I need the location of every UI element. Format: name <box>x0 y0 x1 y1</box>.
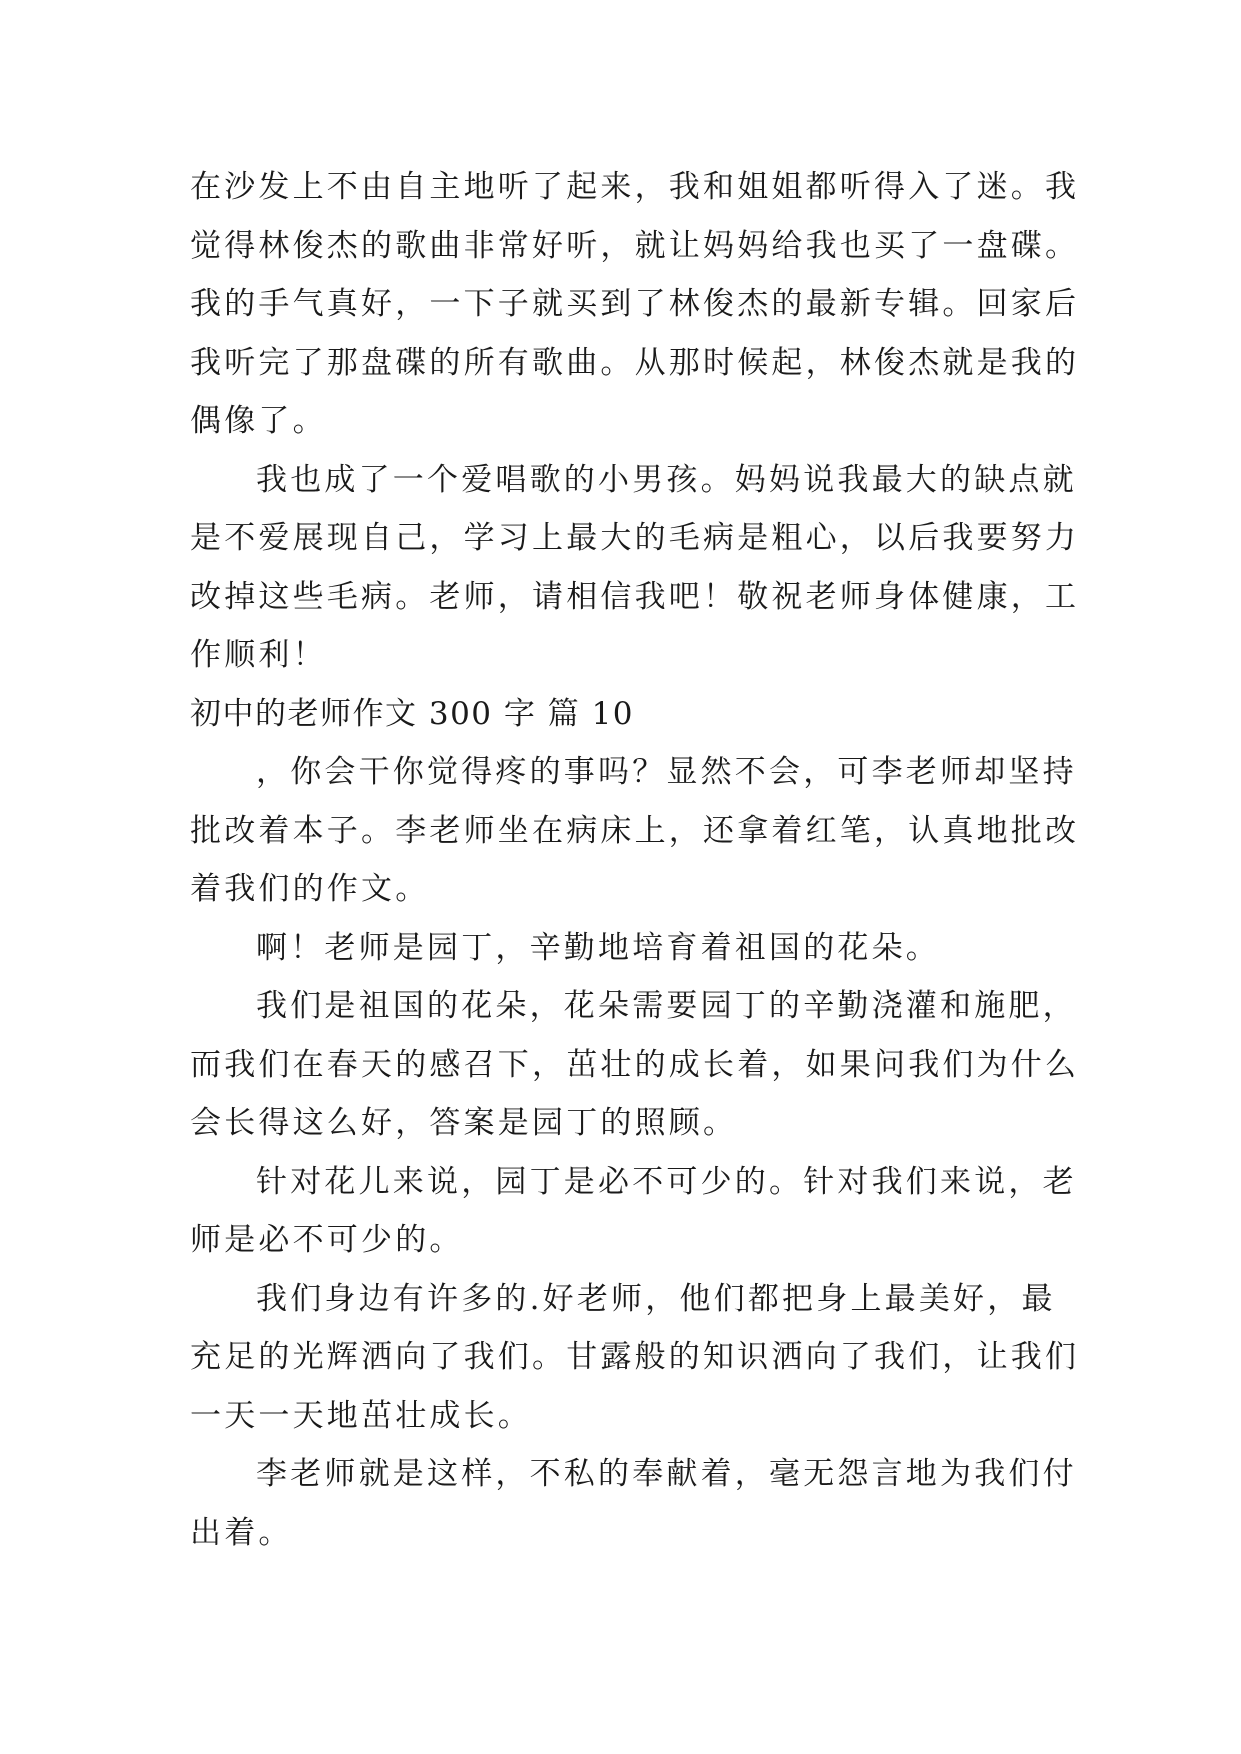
text-line: 会长得这么好，答案是园丁的照顾。 <box>190 1105 738 1141</box>
paragraph <box>190 451 1080 685</box>
text-line: 充足的光辉洒向了我们。甘露般的知识洒向了我们，让我们 <box>190 1339 1080 1375</box>
text-line: 在沙发上不由自主地听了起来，我和姐姐都听得入了迷。我 <box>190 169 1080 205</box>
text-line: 啊！老师是园丁，辛勤地培育着祖国的花朵。 <box>256 929 940 966</box>
document-body <box>190 158 1080 1562</box>
text-line: 我听完了那盘碟的所有歌曲。从那时候起，林俊杰就是我的 <box>190 344 1080 381</box>
text-line: 出着。 <box>190 1514 293 1551</box>
text-line: 师是必不可少的。 <box>190 1222 464 1258</box>
text-line: 我也成了一个爱唱歌的小男孩。妈妈说我最大的缺点就 <box>256 461 1077 498</box>
section-heading: 初中的老师作文 300 字 篇 10 <box>190 695 635 732</box>
paragraph <box>190 977 1080 1153</box>
text-line: 偶像了。 <box>190 403 327 439</box>
text-line: 李老师就是这样，不私的奉献着，毫无怨言地为我们付 <box>256 1456 1077 1492</box>
text-line: 觉得林俊杰的歌曲非常好听，就让妈妈给我也买了一盘碟。 <box>190 227 1080 264</box>
text-line: 一天一天地茁壮成长。 <box>190 1397 532 1434</box>
paragraph <box>190 743 1080 919</box>
text-line: 作顺利！ <box>190 637 327 673</box>
text-line: 我的手气真好，一下子就买到了林俊杰的最新专辑。回家后 <box>190 286 1080 322</box>
text-line: 改掉这些毛病。老师，请相信我吧！敬祝老师身体健康，工 <box>190 578 1080 615</box>
text-line: 着我们的作文。 <box>190 871 430 907</box>
paragraph <box>190 919 1070 978</box>
text-line: 我们是祖国的花朵，花朵需要园丁的辛勤浇灌和施肥， <box>256 988 1077 1024</box>
text-line: 针对花儿来说，园丁是必不可少的。针对我们来说，老 <box>256 1163 1077 1200</box>
text-line: 我们身边有许多的.好老师，他们都把身上最美好，最 <box>256 1280 1056 1317</box>
paragraph <box>190 158 1080 451</box>
paragraph <box>190 1445 1077 1562</box>
text-line: 是不爱展现自己，学习上最大的毛病是粗心，以后我要努力 <box>190 520 1080 556</box>
section-heading-block <box>190 685 1070 744</box>
paragraph <box>190 1153 1077 1270</box>
paragraph <box>190 1270 1080 1446</box>
text-line: 批改着本子。李老师坐在病床上，还拿着红笔，认真地批改 <box>190 812 1080 849</box>
text-line: 而我们在春天的感召下，茁壮的成长着，如果问我们为什么 <box>190 1046 1080 1083</box>
text-line: ，你会干你觉得疼的事吗？显然不会，可李老师却坚持 <box>256 754 1077 790</box>
